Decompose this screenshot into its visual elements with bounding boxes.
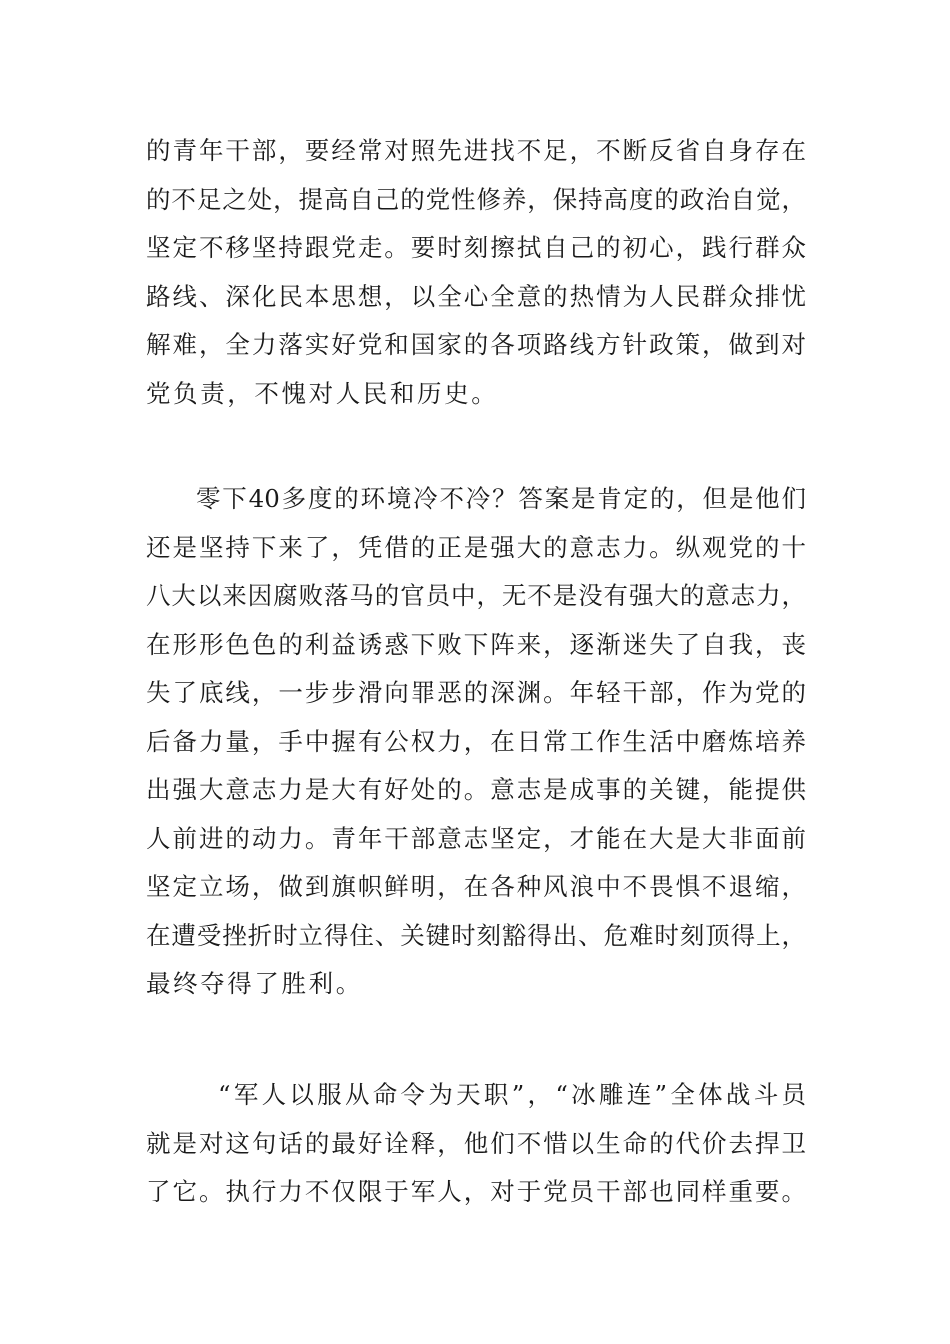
text-line: 八大以来因腐败落马的官员中，无不是没有强大的意志力， — [146, 581, 806, 610]
text-line: 在形形色色的利益诱惑下败下阵来，逐渐迷失了自我，丧 — [146, 629, 806, 659]
text-line: 了它。执行力不仅限于军人，对于党员干部也同样重要。 — [146, 1177, 806, 1206]
text-line: 的青年干部，要经常对照先进找不足，不断反省自身存在 — [146, 136, 806, 165]
text-line: 解难，全力落实好党和国家的各项路线方针政策，做到对 — [146, 330, 806, 359]
text-line: 党负责，不愧对人民和历史。 — [146, 378, 499, 408]
text-line: 在遭受挫折时立得住、关键时刻豁得出、危难时刻顶得上， — [146, 920, 806, 950]
text-line: 出强大意志力是大有好处的。意志是成事的关键，能提供 — [146, 775, 806, 804]
paragraph-2 — [146, 475, 806, 1009]
text-line: 最终夺得了胜利。 — [146, 969, 363, 998]
paragraph-1 — [146, 127, 806, 418]
text-line: 还是坚持下来了，凭借的正是强大的意志力。纵观党的十 — [146, 532, 806, 562]
text-line: 零下40多度的环境冷不冷？答案是肯定的，但是他们 — [196, 484, 806, 513]
text-line: 坚定不移坚持跟党走。要时刻擦拭自己的初心，践行群众 — [146, 233, 806, 262]
text-line: 后备力量，手中握有公权力，在日常工作生活中磨炼培养 — [146, 726, 806, 756]
text-line: “军人以服从命令为天职”，“冰雕连”全体战斗员 — [218, 1080, 806, 1109]
text-line: 坚定立场，做到旗帜鲜明，在各种风浪中不畏惧不退缩， — [146, 872, 806, 901]
text-line: 路线、深化民本思想，以全心全意的热情为人民群众排忧 — [146, 281, 806, 311]
text-line: 就是对这句话的最好诠释，他们不惜以生命的代价去捍卫 — [146, 1128, 806, 1158]
text-line: 人前进的动力。青年干部意志坚定，才能在大是大非面前 — [146, 823, 806, 853]
paragraph-3 — [146, 1071, 806, 1217]
text-line: 的不足之处，提高自己的党性修养，保持高度的政治自觉， — [146, 184, 806, 214]
text-line: 失了底线，一步步滑向罪恶的深渊。年轻干部，作为党的 — [146, 678, 806, 707]
